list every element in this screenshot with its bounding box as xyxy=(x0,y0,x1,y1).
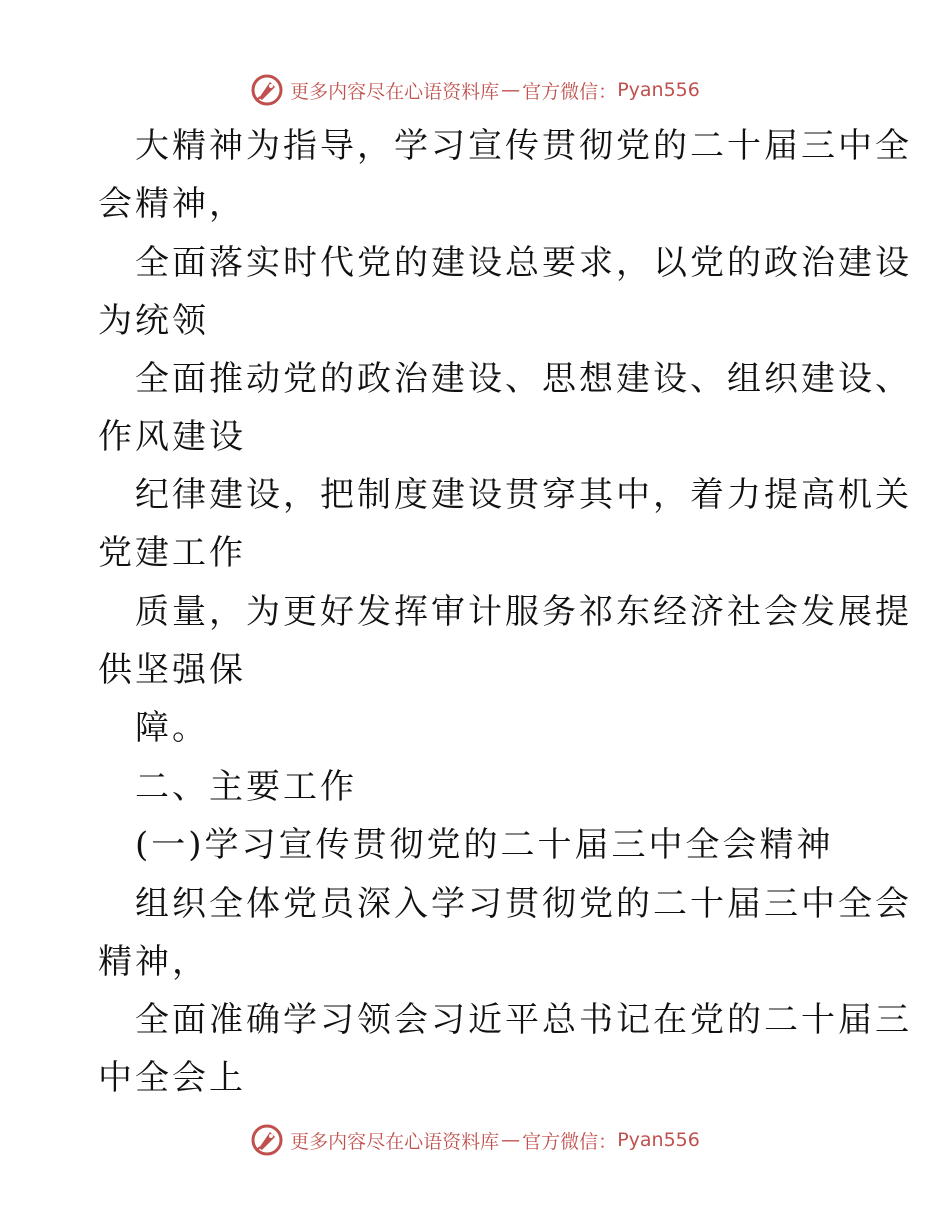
pen-nib-logo-icon xyxy=(250,1123,284,1157)
paragraph-line: 全面准确学习领会习近平总书记在党的二十届三 xyxy=(135,1000,912,1040)
subsection-heading: (一)学习宣传贯彻党的二十届三中全会精神 xyxy=(135,825,834,865)
paragraph-line: 全面落实时代党的建设总要求，以党的政治建设 xyxy=(135,243,912,283)
section-heading: 二、主要工作 xyxy=(135,767,357,807)
paragraph-line: 纪律建设，把制度建设贯穿其中，着力提高机关 xyxy=(135,475,912,515)
paragraph-line: 为统领 xyxy=(98,301,209,341)
paragraph-line: 全面推动党的政治建设、思想建设、组织建设、 xyxy=(135,359,912,399)
paragraph-line: 精神， xyxy=(98,942,209,982)
footer-wechat-id: Pyan556 xyxy=(617,1129,700,1151)
paragraph-line: 党建工作 xyxy=(98,533,246,573)
paragraph-line: 大精神为指导，学习宣传贯彻党的二十届三中全 xyxy=(135,126,912,166)
header-brand-text: 更多内容尽在心语资料库 xyxy=(290,80,500,103)
header-separator: — xyxy=(501,79,521,101)
paragraph-line: 作风建设 xyxy=(98,417,246,457)
paragraph-line: 质量，为更好发挥审计服务祁东经济社会发展提 xyxy=(135,592,912,632)
paragraph-line: 会精神， xyxy=(98,184,246,224)
paragraph-line: 供坚强保 xyxy=(98,650,246,690)
footer-wechat-label: 官方微信： xyxy=(522,1130,618,1153)
footer-separator: — xyxy=(501,1129,521,1151)
paragraph-line: 中全会上 xyxy=(98,1058,246,1098)
header-wechat-id: Pyan556 xyxy=(617,79,700,101)
paragraph-line: 组织全体党员深入学习贯彻党的二十届三中全会 xyxy=(135,884,912,924)
paragraph-line: 障。 xyxy=(135,708,209,748)
header-wechat-label: 官方微信： xyxy=(522,80,618,103)
footer-brand-text: 更多内容尽在心语资料库 xyxy=(290,1130,500,1153)
footer-banner xyxy=(0,1120,950,1160)
